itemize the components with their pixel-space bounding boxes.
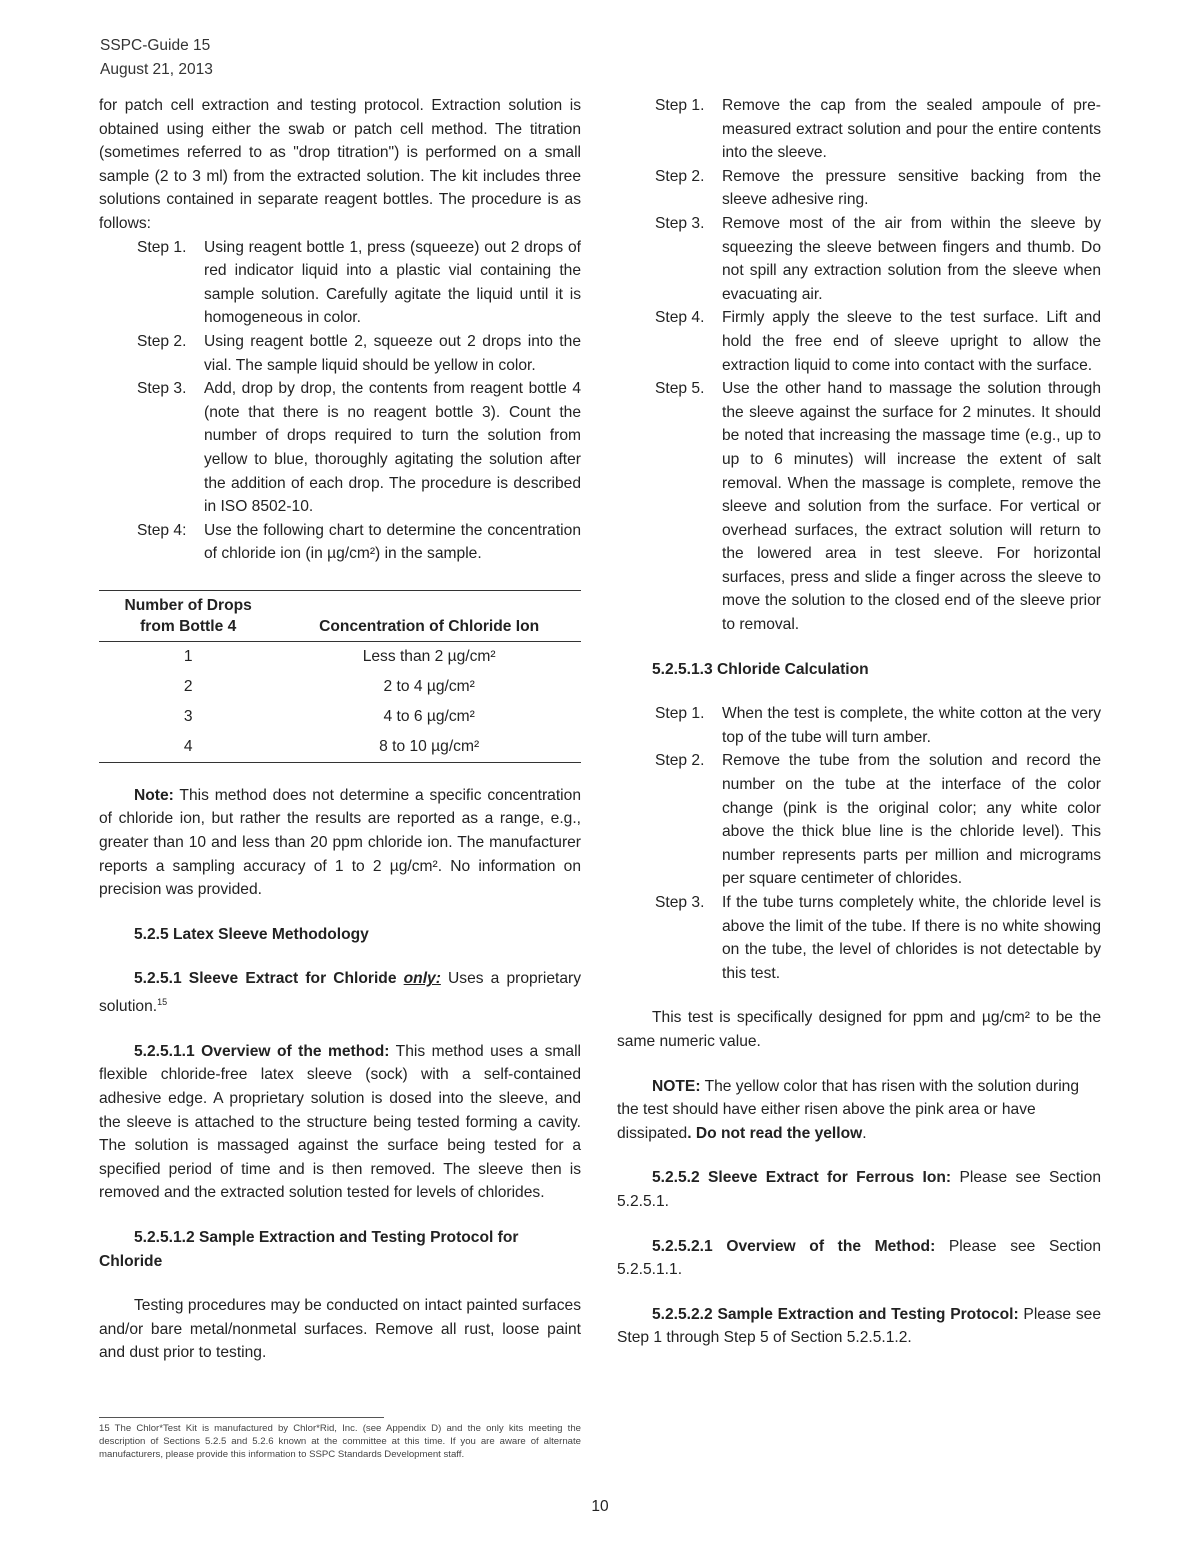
table-header-drops <box>99 590 277 641</box>
step-label: Step 5. <box>655 380 705 398</box>
heading-5-2-5-1-1: 5.2.5.1.1 Overview of the method: <box>134 1042 390 1060</box>
chloride-calculation-steps <box>617 702 1101 985</box>
step-item <box>99 330 581 377</box>
step-text: Use the other hand to massage the solution through the sleeve against the surface for 2 minutes. It should be noted that increasing the massage time (e.g., up to up to 6 minutes) will increase the extent of salt removal. When the massage is complete, remove the sleeve and solution from the surface. For vertical or overhead surfaces, the extract solution will return to the lowered area in test sleeve. For horizontal surfaces, press and slide a finger across the sleeve to move the solution to the closed end of the sleeve prior to removal. <box>722 380 1101 634</box>
step-text: Remove most of the air from within the sleeve by squeezing the sleeve between fingers and thumb. Do not spill any extraction solution from the sleeve when evacuating air. <box>722 214 1101 303</box>
section-5-2-5-1-2-text: Testing procedures may be conducted on intact painted surfaces and/or bare metal/nonmetal surfaces. Remove all rust, loose paint and dust prior to testing. <box>99 1297 581 1362</box>
heading-5-2-5-2: 5.2.5.2 Sleeve Extract for Ferrous Ion: <box>652 1169 952 1187</box>
step-item <box>99 236 581 330</box>
table-row <box>99 641 581 672</box>
heading-5-2-5 <box>99 923 581 947</box>
step-item <box>99 377 581 519</box>
step-text: When the test is complete, the white cotton at the very top of the tube will turn amber. <box>722 705 1101 746</box>
step-label: Step 2. <box>655 752 705 770</box>
table-body <box>99 641 581 762</box>
step-label: Step 4. <box>655 309 705 327</box>
table-row <box>99 732 581 763</box>
note-paragraph <box>99 784 581 902</box>
step-label: Step 1. <box>655 97 705 114</box>
heading-5-2-5-1: 5.2.5.1 Sleeve Extract for Chloride <box>134 970 404 988</box>
yellow-note-text: The yellow color that has risen with the solution during the test should have either risen above the pink area or have dissipated <box>617 1077 1080 1142</box>
step-text: Remove the tube from the solution and record the number on the tube at the interface of the color change (pink is the original color; any white color above the thick blue line is the chloride level). This number represents parts per million and micrograms per square centimeter of chlorides. <box>722 752 1101 888</box>
yellow-note-end: . <box>862 1124 867 1142</box>
heading-5-2-5-2-2: 5.2.5.2.2 Sample Extraction and Testing Protocol: <box>652 1305 1019 1323</box>
yellow-note-paragraph <box>617 1075 1101 1146</box>
step-label: Step 3. <box>655 894 705 911</box>
step-text: Add, drop by drop, the contents from reagent bottle 4 (note that there is no reagent bottle 3). Count the number of drops required to turn the solution from yellow to blue, thoroughly agitating the solution after the addition of each drop. The procedure is described in ISO 8502-10. <box>204 380 581 516</box>
yellow-note-bold: . Do not read the yellow <box>687 1124 863 1142</box>
right-column <box>617 94 1101 1350</box>
page-header <box>100 34 213 82</box>
left-column <box>99 94 581 1365</box>
note-label: Note: <box>134 786 174 804</box>
step-item <box>617 306 1101 377</box>
cell-drops: 2 <box>183 677 193 695</box>
table-row <box>99 672 581 702</box>
heading-5-2-5-1-3-text: 5.2.5.1.3 Chloride Calculation <box>652 660 869 678</box>
step-text: If the tube turns completely white, the chloride level is above the limit of the tube. If there is no white showing on the tube, the level of chlorides is not detectable by this test. <box>722 894 1101 982</box>
chloride-table <box>99 590 581 763</box>
step-text: Use the following chart to determine the concentration of chloride ion (in µg/cm²) in the sample. <box>204 521 581 563</box>
yellow-note-label: NOTE: <box>652 1077 701 1095</box>
heading-5-2-5-text: 5.2.5 Latex Sleeve Methodology <box>134 925 369 943</box>
note-text: This method does not determine a specific concentration of chloride ion, but rather the results are reported as a range, e.g., greater than 10 and less than 20 ppm chloride ion. The manufacturer reports a sampling accuracy of 1 to 2 µg/cm². No information on precision was provided. <box>99 786 581 899</box>
drop-titration-steps <box>99 236 581 566</box>
step-text: Remove the cap from the sealed ampoule of pre-measured extract solution and pour the entire contents into the sleeve. <box>722 97 1101 162</box>
step-item <box>617 377 1101 637</box>
section-5-2-5-1-1-text: This method uses a small flexible chloride-free latex sleeve (sock) with a self-contained adhesive edge. A proprietary solution is dosed into the sleeve, and the sleeve is attached to the structure being tested forming a cavity. The solution is massaged against the surface being tested for a specified period of time and is then removed. The sleeve then is removed and the extracted solution tested for levels of chlorides. <box>99 1042 581 1202</box>
section-5-2-5-2-2 <box>617 1303 1101 1350</box>
heading-5-2-5-1-3 <box>617 658 1101 682</box>
heading-5-2-5-1-2 <box>99 1226 581 1273</box>
heading-5-2-5-1-2-text: 5.2.5.1.2 Sample Extraction and Testing Protocol for Chloride <box>99 1228 519 1270</box>
footnote-ref-15: 15 <box>157 997 168 1008</box>
step-label: Step 4: <box>137 521 187 539</box>
cell-drops: 1 <box>183 647 193 665</box>
intro-paragraph: for patch cell extraction and testing protocol. Extraction solution is obtained using either the swab or patch cell method. The titration (sometimes referred to as "drop titration") is performed on a small sample (2 to 3 ml) from the extracted solution. The kit includes three solutions contained in separate reagent bottles. The procedure is as follows: <box>99 97 581 232</box>
section-5-2-5-1-text: Uses a proprietary solution. <box>99 970 581 1016</box>
step-item <box>617 891 1101 985</box>
step-label: Step 2. <box>655 167 705 185</box>
step-label: Step 2. <box>137 332 187 350</box>
section-5-2-5-2-2-text: Please see Step 1 through Step 5 of Section 5.2.5.1.2. <box>617 1305 1101 1347</box>
page-number: 10 <box>591 1498 609 1515</box>
table-header-concentration: Concentration of Chloride Ion <box>277 590 581 641</box>
cell-concentration: 4 to 6 µg/cm² <box>383 707 475 725</box>
cell-concentration: 2 to 4 µg/cm² <box>383 677 475 695</box>
table-row <box>99 702 581 732</box>
cell-concentration: Less than 2 µg/cm² <box>362 647 496 665</box>
step-item <box>617 702 1101 749</box>
doc-id: SSPC-Guide 15 <box>100 37 211 54</box>
step-label: Step 1. <box>137 238 187 256</box>
section-5-2-5-1 <box>99 967 581 1018</box>
ppm-paragraph: This test is specifically designed for ppm and µg/cm² to be the same numeric value. <box>617 1009 1101 1050</box>
section-5-2-5-2-text: Please see Section 5.2.5.1. <box>617 1169 1101 1210</box>
cell-drops: 4 <box>99 732 277 763</box>
step-text: Using reagent bottle 1, press (squeeze) out 2 drops of red indicator liquid into a plastic vial containing the sample solution. Carefully agitate the liquid until it is homogeneous in color. <box>204 238 581 327</box>
step-item <box>617 212 1101 306</box>
section-5-2-5-1-1 <box>99 1040 581 1205</box>
step-label: Step 3. <box>655 214 705 232</box>
step-label: Step 1. <box>655 705 705 723</box>
footnote-15: 15 The Chlor*Test Kit is manufactured by Chlor*Rid, Inc. (see Appendix D) and the only kits meeting the description of Sections 5.2.5 and 5.2.6 known at the committee at this time. If you are aware of alternate manufacturers, please provide this information to SSPC Standards Development staff. <box>99 1423 581 1460</box>
step-label: Step 3. <box>137 380 187 398</box>
section-5-2-5-2-1 <box>617 1235 1101 1282</box>
cell-concentration: 8 to 10 µg/cm² <box>277 732 581 763</box>
step-item <box>617 94 1101 165</box>
footnote-rule <box>99 1417 384 1418</box>
header-drops-line2: from Bottle 4 <box>140 617 237 635</box>
heading-5-2-5-2-1: 5.2.5.2.1 Overview of the Method: <box>652 1237 936 1255</box>
step-text: Using reagent bottle 2, squeeze out 2 drops into the vial. The sample liquid should be yellow in color. <box>204 332 581 374</box>
step-item <box>617 165 1101 212</box>
section-5-2-5-2 <box>617 1166 1101 1213</box>
header-drops-line1: Number of Drops <box>124 596 252 614</box>
step-item <box>99 519 581 566</box>
doc-date: August 21, 2013 <box>100 61 213 78</box>
step-item <box>617 749 1101 891</box>
only-emphasis: only: <box>403 970 441 988</box>
section-5-2-5-2-1-text: Please see Section 5.2.5.1.1. <box>617 1237 1101 1279</box>
step-text: Remove the pressure sensitive backing from the sleeve adhesive ring. <box>722 167 1101 209</box>
step-text: Firmly apply the sleeve to the test surface. Lift and hold the free end of sleeve upright to allow the extraction liquid to come into contact with the surface. <box>722 309 1101 374</box>
cell-drops: 3 <box>183 707 193 725</box>
sleeve-extraction-steps <box>617 94 1101 637</box>
